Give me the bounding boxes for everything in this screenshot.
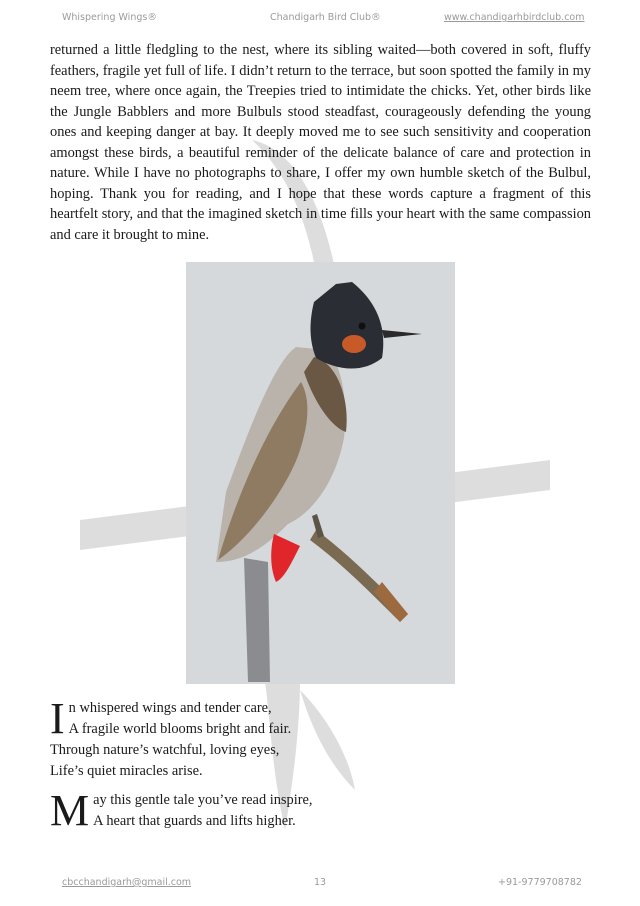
- bulbul-illustration: [186, 262, 455, 684]
- footer-phone: +91-9779708782: [498, 877, 582, 888]
- poem-stanza-1: [50, 694, 370, 782]
- poem-line: Through nature’s watchful, loving eyes,: [50, 742, 280, 758]
- poem-line: A heart that guards and lifts higher.: [93, 813, 296, 829]
- poem-line: Life’s quiet miracles arise.: [50, 763, 203, 779]
- page-number: 13: [314, 877, 327, 888]
- poem-line: ay this gentle tale you’ve read inspire,: [93, 792, 313, 808]
- poem-line: n whispered wings and tender care,: [68, 700, 272, 716]
- article-body: returned a little fledgling to the nest, where its sibling waited—both covered in soft, fluffy feathers, fragile yet full of life. I didn’t return to the terrace, but soon spotted the family in my neem tree, where once again, the Treepies tried to intimidate the chicks. Yet, other birds like the Jungle Babblers and more Bulbuls stood steadfast, courageously defending the young ones and keeping danger at bay. It deeply moved me to see such sensitivity and cooperation amongst these birds, a beautiful reminder of the delicate balance of care and protection in nature. While I have no photographs to share, I offer my own humble sketch of the Bulbul, hoping. Thank you for reading, and I hope that these words capture a fragment of this heartfelt story, and that the imagined sketch in time fills your heart with the same compassion and care it brought to mine.: [50, 42, 591, 243]
- page-header: [0, 12, 640, 32]
- poem-stanza-2: [50, 786, 370, 835]
- header-club-name: Chandigarh Bird Club®: [270, 12, 381, 23]
- header-website-link[interactable]: www.chandigarhbirdclub.com: [444, 12, 585, 23]
- bulbul-sketch-image: [186, 262, 455, 684]
- page-footer: [0, 877, 640, 897]
- poem-line: A fragile world blooms bright and fair.: [68, 721, 292, 737]
- dropcap-letter: M: [50, 786, 90, 835]
- header-publication-title: Whispering Wings®: [62, 12, 157, 23]
- dropcap-letter: I: [50, 694, 65, 743]
- footer-email-link[interactable]: cbcchandigarh@gmail.com: [62, 877, 192, 888]
